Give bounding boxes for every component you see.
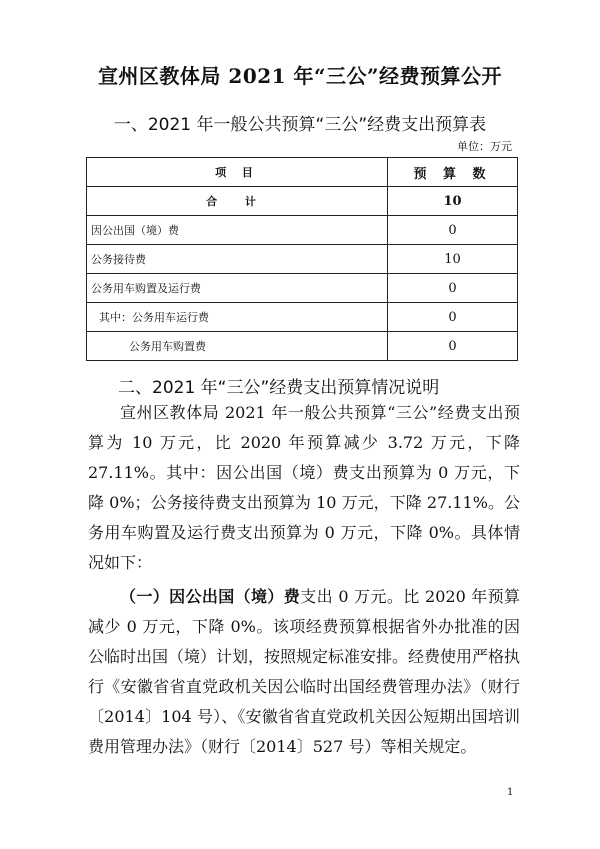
- paragraph-2-lead: （一）因公出国（境）费: [120, 587, 301, 606]
- row-item: 因公出国（境）费: [87, 216, 388, 245]
- unit-label: 单位：万元: [457, 140, 512, 153]
- row-item: 合 计: [87, 187, 388, 216]
- row-value: 0: [388, 332, 518, 361]
- section-1-heading: 一、2021 年一般公共预算“三公”经费支出预算表: [113, 115, 487, 135]
- row-value: 0: [388, 274, 518, 303]
- document-title: 宣州区教体局 2021 年“三公”经费预算公开: [97, 64, 503, 88]
- row-item: 公务用车购置费: [87, 332, 388, 361]
- table-row: [87, 216, 518, 245]
- row-value: 10: [388, 187, 518, 216]
- row-value: 0: [388, 303, 518, 332]
- row-value: 10: [388, 245, 518, 274]
- paragraph-1: 宣州区教体局 2021 年一般公共预算“三公”经费支出预算为 10 万元，比 2020 年预算减少 3.72 万元，下降 27.11%。其中：因公出国（境）费支出预算为 0 万元，下降 0%；公务接待费支出预算为 10 万元，下降 27.11%。公务用车购置及运行费支出预算为 0 万元，下降 0%。具体情况如下：: [88, 403, 520, 572]
- header-budget: 预 算 数: [388, 158, 518, 187]
- paragraph-2-text: 支出 0 万元。比 2020 年预算减少 0 万元，下降 0%。该项经费预算根据省外办批准的因公临时出国（境）计划，按照规定标准安排。经费使用严格执行《安徽省省直党政机关因公临时出国经费管理办法》（财行〔2014〕104 号）、《安徽省省直党政机关因公短期出国培训费用管理办法》（财行〔2014〕527 号）等相关规定。: [88, 587, 521, 756]
- table-row: [87, 303, 518, 332]
- row-item: 公务接待费: [87, 245, 388, 274]
- body-text: [88, 398, 520, 762]
- table-header-row: [87, 158, 518, 187]
- row-item: 其中：公务用车运行费: [87, 303, 388, 332]
- table-row-total: [87, 187, 518, 216]
- row-value: 0: [388, 216, 518, 245]
- row-item: 公务用车购置及运行费: [87, 274, 388, 303]
- table-row: [87, 274, 518, 303]
- paragraph-2: [88, 582, 520, 762]
- budget-table: [86, 157, 518, 361]
- section-2-heading: 二、2021 年“三公”经费支出预算情况说明: [118, 378, 440, 398]
- page-number: 1: [507, 787, 514, 798]
- table-row: [87, 245, 518, 274]
- table-row: [87, 332, 518, 361]
- header-item: 项 目: [87, 158, 388, 187]
